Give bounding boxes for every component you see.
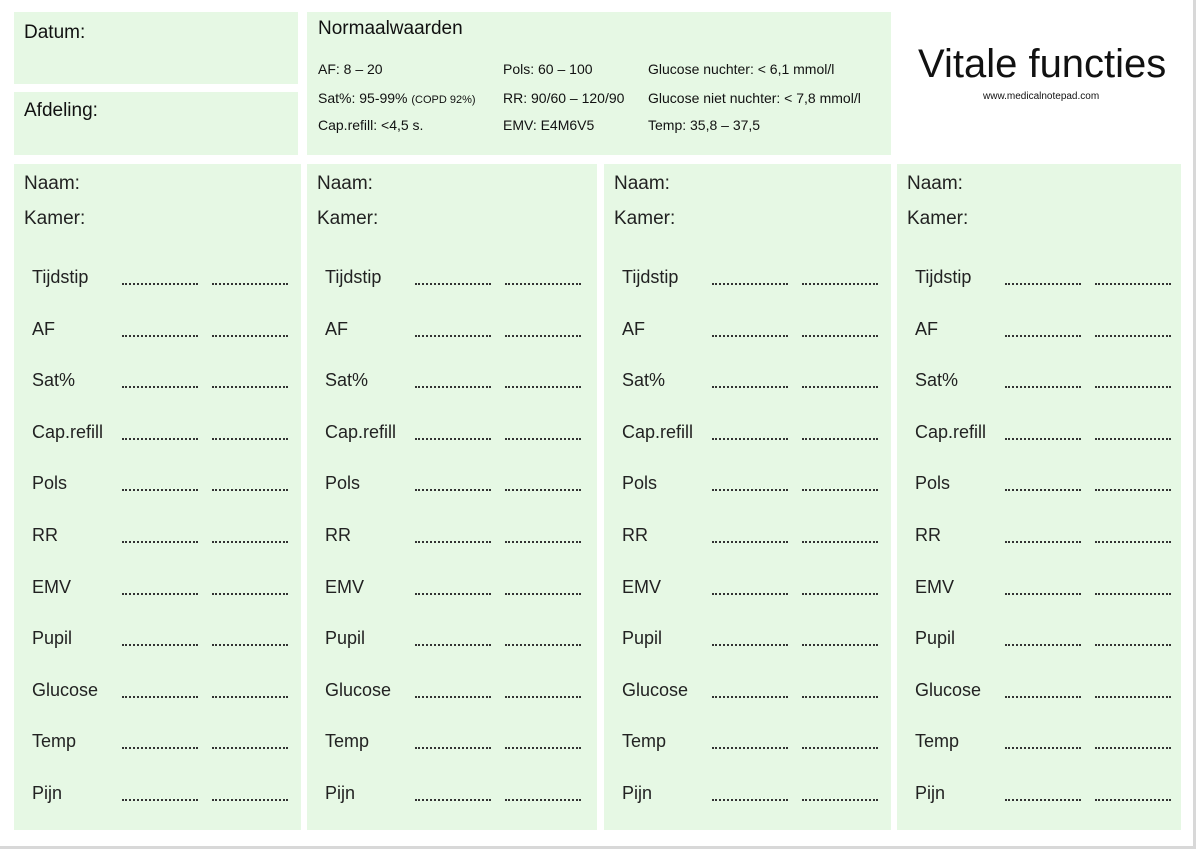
patient-column-4 [897, 164, 1181, 830]
entry-field-1[interactable] [415, 283, 491, 285]
entry-field-1[interactable] [415, 593, 491, 595]
normal-rr: RR: 90/60 – 120/90 [503, 90, 625, 106]
row-label: Cap.refill [915, 421, 987, 442]
entry-field-2[interactable] [212, 747, 288, 749]
entry-field-1[interactable] [1005, 644, 1081, 646]
entry-field-1[interactable] [712, 644, 788, 646]
row-label: AF [32, 318, 56, 339]
normal-glucose-nonfasting: Glucose niet nuchter: < 7,8 mmol/l [648, 90, 861, 106]
entry-field-2[interactable] [802, 593, 878, 595]
entry-field-1[interactable] [712, 541, 788, 543]
entry-field-1[interactable] [415, 696, 491, 698]
entry-field-2[interactable] [1095, 799, 1171, 801]
brand-title: Vitale functies [918, 42, 1167, 86]
entry-field-2[interactable] [802, 489, 878, 491]
normal-sat: Sat%: 95-99% (COPD 92%) [318, 90, 476, 106]
entry-field-1[interactable] [415, 438, 491, 440]
ward-label: Afdeling: [24, 100, 98, 121]
row-label: AF [915, 318, 939, 339]
entry-field-2[interactable] [212, 489, 288, 491]
row-label: EMV [622, 576, 662, 597]
entry-field-2[interactable] [212, 438, 288, 440]
entry-field-2[interactable] [1095, 386, 1171, 388]
entry-field-2[interactable] [212, 541, 288, 543]
row-label: Pols [325, 473, 361, 494]
row-label: Sat% [915, 370, 959, 391]
row-label: Temp [622, 731, 667, 752]
row-label: EMV [325, 576, 365, 597]
entry-field-2[interactable] [802, 335, 878, 337]
entry-field-2[interactable] [505, 335, 581, 337]
row-label: Pupil [622, 628, 663, 649]
entry-field-2[interactable] [802, 799, 878, 801]
row-label: Tijdstip [622, 267, 679, 287]
row-label: Glucose [32, 679, 99, 700]
brand-url: www.medicalnotepad.com [983, 91, 1100, 102]
entry-field-1[interactable] [122, 799, 198, 801]
normal-sat-note: (COPD 92%) [411, 94, 476, 106]
entry-field-1[interactable] [712, 283, 788, 285]
patient-name-label[interactable]: Naam: [24, 173, 80, 194]
normal-emv: EMV: E4M6V5 [503, 117, 595, 133]
row-label: RR [915, 525, 941, 545]
row-label: Cap.refill [32, 421, 104, 442]
row-label: Pols [915, 473, 951, 494]
row-label: Temp [325, 731, 370, 752]
entry-field-2[interactable] [802, 747, 878, 749]
row-label: Pupil [32, 628, 73, 649]
entry-field-1[interactable] [1005, 593, 1081, 595]
entry-field-1[interactable] [712, 593, 788, 595]
entry-field-1[interactable] [1005, 541, 1081, 543]
entry-field-2[interactable] [212, 644, 288, 646]
patient-name-label[interactable]: Naam: [317, 173, 373, 194]
entry-field-2[interactable] [505, 438, 581, 440]
row-label: Pijn [622, 783, 653, 803]
entry-field-2[interactable] [1095, 593, 1171, 595]
row-label: Cap.refill [325, 421, 397, 442]
entry-field-2[interactable] [1095, 335, 1171, 337]
entry-field-2[interactable] [1095, 696, 1171, 698]
normal-glucose-fasting: Glucose nuchter: < 6,1 mmol/l [648, 61, 835, 77]
row-label: Pijn [325, 783, 356, 803]
row-label: Tijdstip [325, 267, 382, 287]
entry-field-1[interactable] [712, 438, 788, 440]
entry-field-1[interactable] [1005, 799, 1081, 801]
ward-box[interactable] [14, 92, 298, 155]
entry-field-2[interactable] [802, 386, 878, 388]
entry-field-1[interactable] [122, 696, 198, 698]
entry-field-1[interactable] [122, 644, 198, 646]
patient-name-label[interactable]: Naam: [907, 173, 963, 194]
entry-field-2[interactable] [802, 438, 878, 440]
entry-field-1[interactable] [415, 386, 491, 388]
entry-field-1[interactable] [1005, 489, 1081, 491]
patient-room-label[interactable]: Kamer: [24, 208, 86, 229]
entry-field-1[interactable] [1005, 283, 1081, 285]
entry-field-2[interactable] [1095, 541, 1171, 543]
patient-room-label[interactable]: Kamer: [317, 208, 379, 229]
row-label: Cap.refill [622, 421, 694, 442]
entry-field-2[interactable] [212, 696, 288, 698]
entry-field-1[interactable] [712, 799, 788, 801]
entry-field-2[interactable] [1095, 283, 1171, 285]
patient-column-3 [604, 164, 891, 830]
row-label: EMV [915, 576, 955, 597]
entry-field-2[interactable] [212, 335, 288, 337]
entry-field-1[interactable] [415, 541, 491, 543]
row-label: RR [325, 525, 351, 545]
row-label: Temp [915, 731, 960, 752]
row-label: Tijdstip [915, 267, 972, 287]
row-label: Pijn [32, 783, 63, 803]
entry-field-1[interactable] [712, 386, 788, 388]
row-label: Sat% [325, 370, 369, 391]
normal-cap-refill: Cap.refill: <4,5 s. [318, 117, 424, 133]
row-label: Glucose [915, 679, 982, 700]
entry-field-2[interactable] [505, 696, 581, 698]
row-label: Glucose [622, 679, 689, 700]
normal-temp: Temp: 35,8 – 37,5 [648, 117, 761, 133]
entry-field-1[interactable] [415, 644, 491, 646]
entry-field-1[interactable] [712, 335, 788, 337]
entry-field-1[interactable] [712, 489, 788, 491]
entry-field-2[interactable] [1095, 644, 1171, 646]
row-label: Pupil [325, 628, 366, 649]
row-label: Sat% [32, 370, 76, 391]
normal-pols: Pols: 60 – 100 [503, 61, 593, 77]
row-label: RR [622, 525, 648, 545]
entry-field-2[interactable] [212, 799, 288, 801]
entry-field-1[interactable] [1005, 438, 1081, 440]
entry-field-2[interactable] [505, 386, 581, 388]
patient-column-2 [307, 164, 597, 830]
entry-field-2[interactable] [212, 593, 288, 595]
entry-field-1[interactable] [712, 696, 788, 698]
entry-field-1[interactable] [1005, 335, 1081, 337]
entry-field-2[interactable] [1095, 747, 1171, 749]
row-label: Glucose [325, 679, 392, 700]
entry-field-1[interactable] [1005, 696, 1081, 698]
entry-field-2[interactable] [505, 644, 581, 646]
entry-field-2[interactable] [1095, 438, 1171, 440]
entry-field-1[interactable] [122, 747, 198, 749]
entry-field-1[interactable] [122, 541, 198, 543]
entry-field-2[interactable] [212, 386, 288, 388]
entry-field-1[interactable] [1005, 747, 1081, 749]
row-label: Pupil [915, 628, 956, 649]
entry-field-1[interactable] [415, 489, 491, 491]
entry-field-2[interactable] [802, 541, 878, 543]
entry-field-2[interactable] [505, 541, 581, 543]
patient-room-label[interactable]: Kamer: [614, 208, 676, 229]
entry-field-2[interactable] [505, 593, 581, 595]
entry-field-1[interactable] [122, 335, 198, 337]
patient-room-label[interactable]: Kamer: [907, 208, 969, 229]
entry-field-2[interactable] [802, 696, 878, 698]
row-label: Tijdstip [32, 267, 89, 287]
date-box[interactable] [14, 12, 298, 84]
row-label: Pijn [915, 783, 946, 803]
entry-field-2[interactable] [802, 644, 878, 646]
entry-field-2[interactable] [505, 489, 581, 491]
entry-field-1[interactable] [122, 386, 198, 388]
entry-field-1[interactable] [122, 489, 198, 491]
row-label: Sat% [622, 370, 666, 391]
entry-field-1[interactable] [1005, 386, 1081, 388]
entry-field-2[interactable] [212, 283, 288, 285]
entry-field-1[interactable] [122, 593, 198, 595]
entry-field-1[interactable] [122, 283, 198, 285]
normal-af: AF: 8 – 20 [318, 61, 383, 77]
row-label: AF [325, 318, 349, 339]
patient-column-1 [14, 164, 301, 830]
entry-field-1[interactable] [415, 335, 491, 337]
entry-field-1[interactable] [415, 799, 491, 801]
row-label: RR [32, 525, 58, 545]
entry-field-2[interactable] [505, 747, 581, 749]
row-label: AF [622, 318, 646, 339]
entry-field-2[interactable] [1095, 489, 1171, 491]
patient-name-label[interactable]: Naam: [614, 173, 670, 194]
entry-field-2[interactable] [505, 283, 581, 285]
row-label: Temp [32, 731, 77, 752]
entry-field-1[interactable] [122, 438, 198, 440]
normal-values-title: Normaalwaarden [318, 18, 463, 39]
entry-field-1[interactable] [712, 747, 788, 749]
entry-field-2[interactable] [505, 799, 581, 801]
row-label: Pols [32, 473, 68, 494]
row-label: EMV [32, 576, 72, 597]
entry-field-2[interactable] [802, 283, 878, 285]
date-label: Datum: [24, 22, 86, 43]
entry-field-1[interactable] [415, 747, 491, 749]
row-label: Pols [622, 473, 658, 494]
